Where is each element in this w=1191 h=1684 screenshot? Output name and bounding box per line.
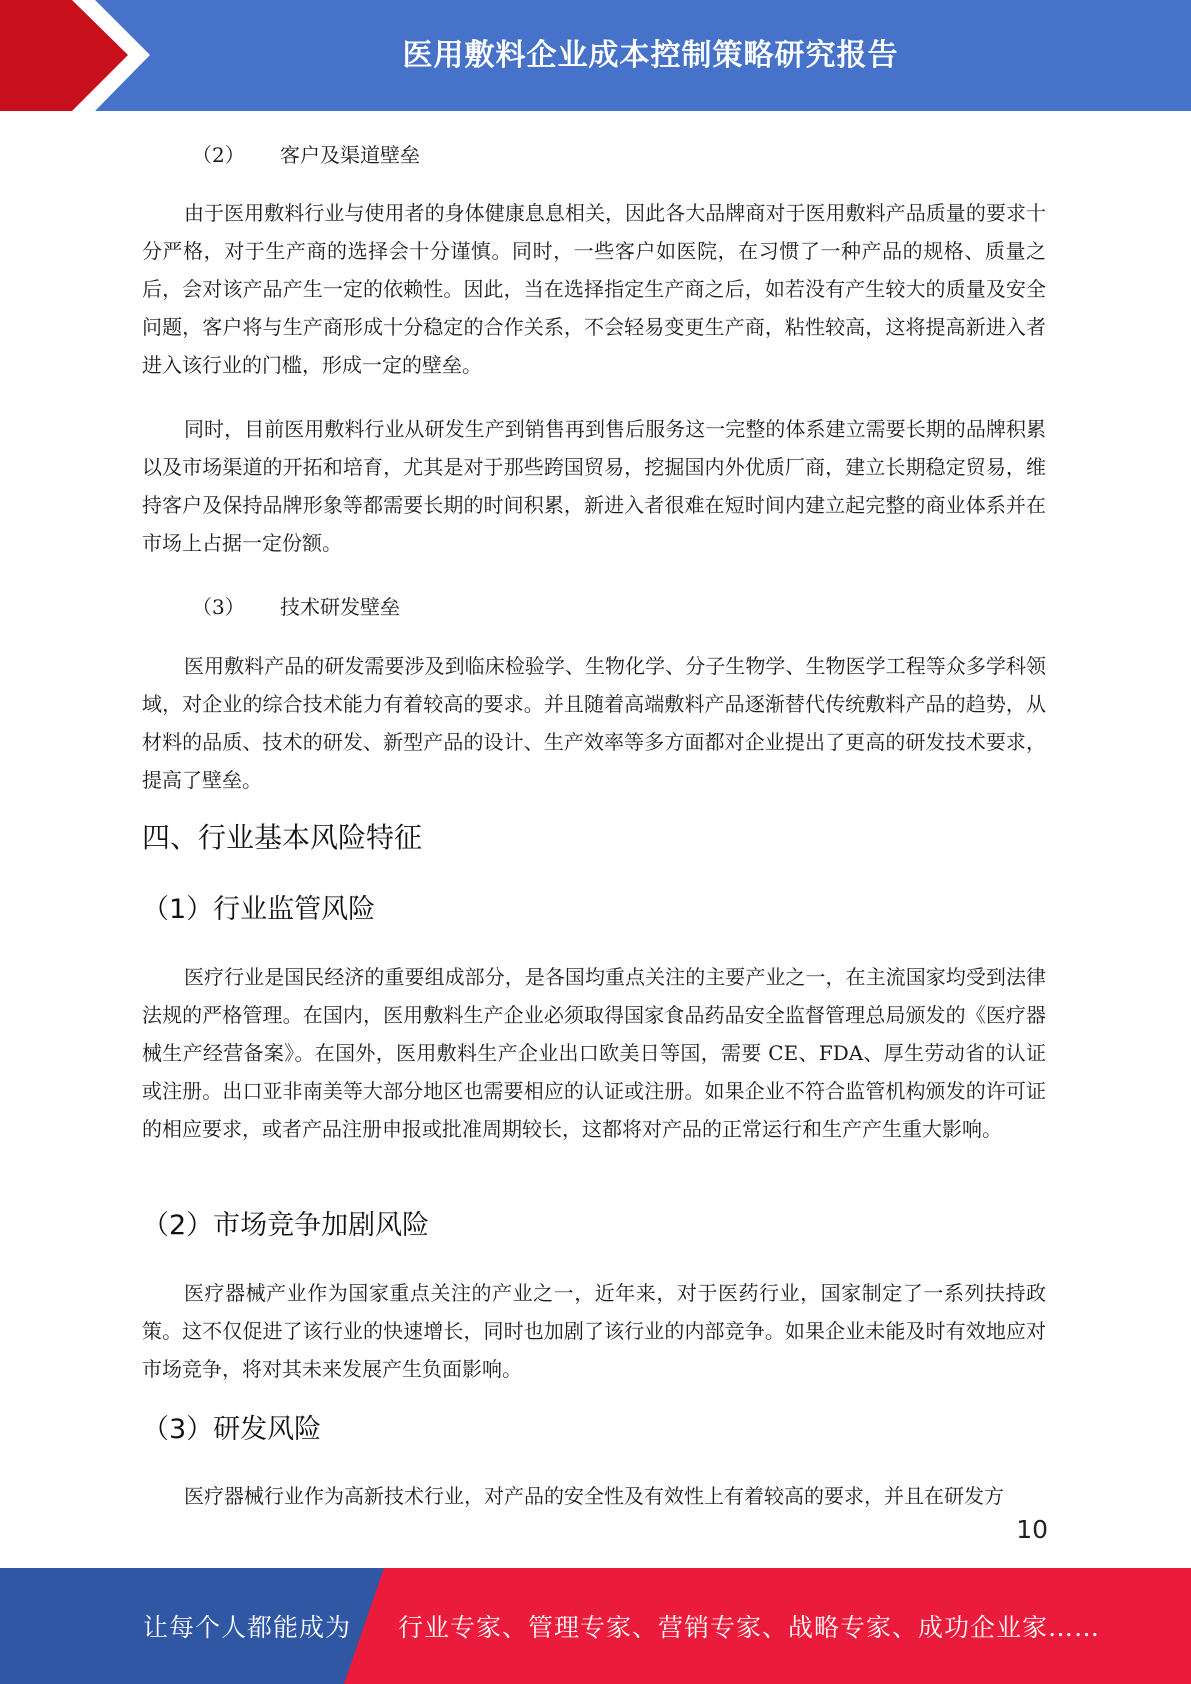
- subsection-heading-customer-barrier: [142, 136, 420, 174]
- paragraph-rd-risk: 医疗器械行业作为高新技术行业，对产品的安全性及有效性上有着较高的要求，并且在研发方: [184, 1484, 1004, 1508]
- footer-slogan-left: 让每个人都能成为: [143, 1613, 352, 1642]
- report-title: 医用敷料企业成本控制策略研究报告: [402, 38, 899, 73]
- paragraph-customer-barrier: 由于医用敷料行业与使用者的身体健康息息相关，因此各大品牌商对于医用敷料产品质量的要求十分严格，对于生产商的选择会十分谨慎。同时，一些客户如医院，在习惯了一种产品的规格、质量之后，会对该产品产生一定的依赖性。因此，当在选择指定生产商之后，如若没有产生较大的质量及安全问题，客户将与生产商形成十分稳定的合作关系，不会轻易变更生产商，粘性较高，这将提高新进入者进入该行业的门槛，形成一定的壁垒。: [142, 201, 1046, 377]
- subsection-title: 技术研发壁垒: [280, 595, 400, 619]
- heading-competition-risk: （2）市场竞争加剧风险: [142, 1210, 430, 1241]
- subsection-heading-tech-barrier: [142, 588, 400, 626]
- paragraph-brand-channel: 同时，目前医用敷料行业从研发生产到销售再到售后服务这一完整的体系建立需要长期的品牌积累以及市场渠道的开拓和培育，尤其是对于那些跨国贸易，挖掘国内外优质厂商，建立长期稳定贸易，维持客户及保持品牌形象等都需要长期的时间积累，新进入者很难在短时间内建立起完整的商业体系并在市场上占据一定份额。: [142, 417, 1046, 555]
- subsection-number: （3）: [192, 595, 245, 619]
- paragraph-competition-risk: 医疗器械产业作为国家重点关注的产业之一，近年来，对于医药行业，国家制定了一系列扶持政策。这不仅促进了该行业的快速增长，同时也加剧了该行业的内部竞争。如果企业未能及时有效地应对市场竞争，将对其未来发展产生负面影响。: [142, 1281, 1046, 1381]
- heading-regulatory-risk: （1）行业监管风险: [142, 894, 376, 925]
- section-heading-risk: 四、行业基本风险特征: [142, 821, 423, 854]
- page-number: 10: [1016, 1515, 1048, 1544]
- footer-slogan-right: 行业专家、管理专家、营销专家、战略专家、成功企业家……: [398, 1613, 1101, 1642]
- page-header: [0, 0, 1191, 111]
- page-footer: [0, 1568, 1191, 1684]
- paragraph-regulatory-risk: 医疗行业是国民经济的重要组成部分，是各国均重点关注的主要产业之一，在主流国家均受到法律法规的严格管理。在国内，医用敷料生产企业必须取得国家食品药品安全监督管理总局颁发的《医疗器械生产经营备案》。在国外，医用敷料生产企业出口欧美日等国，需要 CE、FDA、厚生劳动省的认证或注册。出口亚非南美等大部分地区也需要相应的认证或注册。如果企业不符合监管机构颁发的许可证的相应要求，或者产品注册申报或批准周期较长，这都将对产品的正常运行和生产产生重大影响。: [142, 965, 1046, 1141]
- header-chevron-decoration: [0, 0, 160, 111]
- paragraph-tech-barrier: 医用敷料产品的研发需要涉及到临床检验学、生物化学、分子生物学、生物医学工程等众多学科领域，对企业的综合技术能力有着较高的要求。并且随着高端敷料产品逐渐替代传统敷料产品的趋势，从材料的品质、技术的研发、新型产品的设计、生产效率等多方面都对企业提出了更高的研发技术要求，提高了壁垒。: [142, 654, 1046, 792]
- subsection-number: （2）: [192, 143, 245, 167]
- subsection-title: 客户及渠道壁垒: [280, 143, 420, 167]
- heading-rd-risk: （3）研发风险: [142, 1414, 322, 1445]
